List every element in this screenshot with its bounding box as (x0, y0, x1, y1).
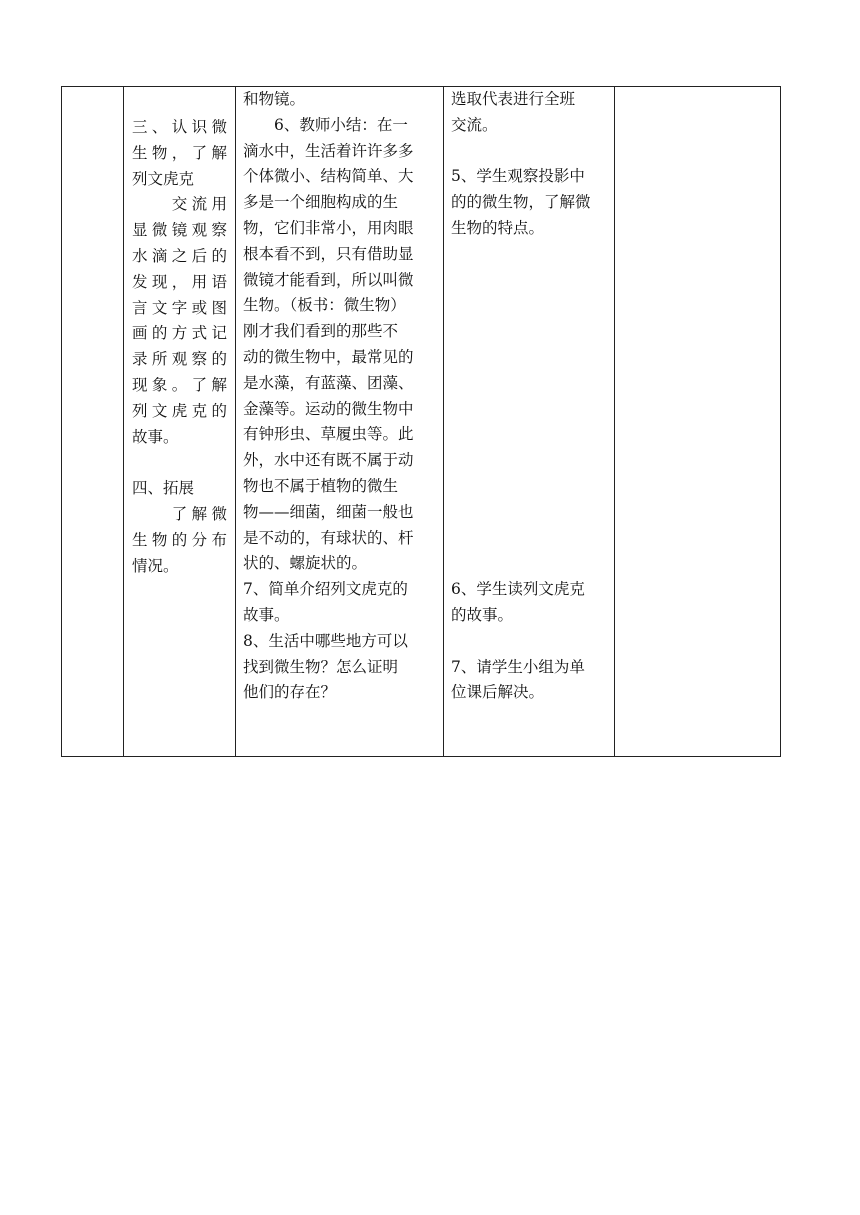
text-line: 水滴之后的 (132, 246, 227, 265)
text-line (451, 474, 609, 500)
text-line (451, 268, 609, 294)
text-line: 列文虎克 (132, 169, 195, 188)
text-line (451, 500, 609, 526)
text-line: 7、简单介绍列文虎克的 (243, 580, 408, 599)
text-line: 了解微 (132, 504, 227, 523)
text-line: 滴水中，生活着许许多多 (243, 141, 414, 160)
text-line: 7、请学生小组为单 (451, 657, 585, 676)
text-line: 故事。 (132, 427, 179, 446)
text-line: 物也不属于植物的微生 (243, 476, 399, 495)
text-line: 状的、螺旋状的。 (243, 554, 368, 573)
text-line: 生物，了解 (132, 143, 227, 162)
text-line: 物，它们非常小，用肉眼 (243, 218, 414, 237)
text-line (451, 448, 609, 474)
text-line: 三、认识微 (132, 118, 227, 136)
text-line: 现象。了解 (132, 375, 227, 394)
text-line: 列文虎克的 (132, 401, 227, 420)
text-line: 生物的特点。 (451, 218, 545, 237)
text-line: 个体微小、结构简单、大 (243, 167, 414, 186)
text-line: 的故事。 (451, 605, 514, 624)
text-line (451, 293, 609, 319)
text-line: 画的方式记 (132, 324, 227, 343)
text-line: 交流用 (132, 195, 227, 214)
text-line (451, 319, 609, 345)
text-line (451, 629, 609, 655)
text-line: 四、拓展 (132, 479, 195, 498)
text-line: 是水藻，有蓝藻、团藻、 (243, 373, 414, 392)
text-line: 多是一个细胞构成的生 (243, 193, 399, 212)
text-line: 5、学生观察投影中 (451, 167, 585, 186)
text-line: 微镜才能看到，所以叫微 (243, 270, 414, 289)
text-line: 生物。（板书：微生物） (243, 296, 406, 315)
text-line: 的的微生物，了解微 (451, 193, 591, 212)
text-line (451, 371, 609, 397)
text-line (451, 422, 609, 448)
text-line: 6、教师小结：在一 (243, 115, 408, 134)
text-line: 显微镜观察 (132, 221, 227, 240)
text-line (132, 450, 227, 476)
text-line (451, 526, 609, 552)
text-line: 8、生活中哪些地方可以 (243, 631, 408, 650)
lesson-plan-table (61, 86, 781, 757)
teaching-stage-column (123, 115, 235, 756)
text-line (451, 139, 609, 165)
text-line (451, 397, 609, 423)
text-line: 发现，用语 (132, 272, 227, 291)
text-line: 位课后解决。 (451, 683, 545, 702)
text-line: 有钟形虫、草履虫等。此 (243, 425, 414, 444)
text-line (451, 242, 609, 268)
text-line: 动的微生物中，最常见的 (243, 347, 414, 366)
student-activity-column (443, 87, 615, 756)
text-line (451, 345, 609, 371)
text-line: 选取代表进行全班 (451, 90, 576, 108)
text-line: 物——细菌，细菌一般也 (243, 502, 414, 521)
text-line: 是不动的，有球状的、杆 (243, 528, 414, 547)
text-line: 金藻等。运动的微生物中 (243, 399, 414, 418)
text-line: 情况。 (132, 556, 179, 575)
text-line: 交流。 (451, 115, 498, 134)
text-line: 外，水中还有既不属于动 (243, 451, 414, 470)
text-line: 他们的存在？ (243, 683, 337, 702)
text-line: 刚才我们看到的那些不 (243, 322, 399, 341)
text-line: 录所观察的 (132, 350, 227, 369)
text-line (451, 551, 609, 577)
text-line: 和物镜。 (243, 90, 306, 108)
teacher-activity-column (235, 87, 443, 756)
text-line: 找到微生物？怎么证明 (243, 657, 399, 676)
text-line: 言文字或图 (132, 298, 227, 317)
text-line: 生物的分布 (132, 530, 227, 549)
text-line: 根本看不到，只有借助显 (243, 244, 414, 263)
text-line: 6、学生读列文虎克 (451, 580, 585, 599)
text-line: 故事。 (243, 605, 290, 624)
